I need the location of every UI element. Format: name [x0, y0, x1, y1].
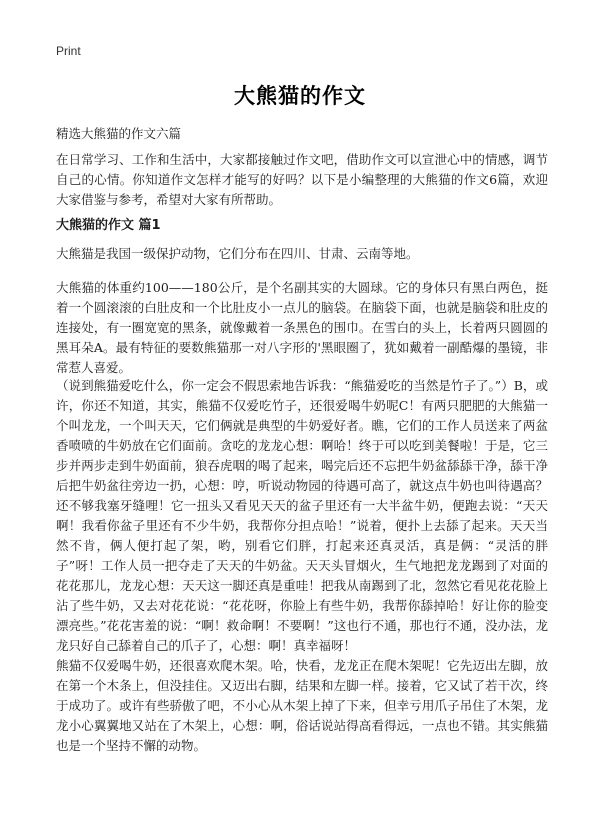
intro-paragraph: 在日常学习、工作和生活中，大家都接触过作文吧，借助作文可以宣泄心中的情感，调节自己的心情。你知道作文怎样才能写的好吗？以下是小编整理的大熊猫的作文6篇，欢迎大家借鉴与参考，希望对大家有所帮助。: [56, 152, 548, 207]
body-paragraph-3: （说到熊猫爱吃什么，你一定会不假思索地告诉我：“熊猫爱吃的当然是竹子了。”）B，或许，你还不知道，其实，熊猫不仅爱吃竹子，还很爱喝牛奶呢C！有两只肥肥的大熊猫一个叫龙龙，一个叫天天，它们俩就是典型的牛奶爱好者。瞧，它们的工作人员送来了两盆香喷喷的牛奶放在它们面前。贪吃的龙龙心想：啊哈！终于可以吃到美餐啦！于是，它三步并两步走到牛奶面前，狼吞虎咽的喝了起来，喝完后还不忘把牛奶盆舔舔干净，舔干净后把牛奶盆往旁边一扔，心想：哼，听说动物园的待遇可高了，就这点牛奶也叫待遇高？还不够我塞牙缝哩！它一扭头又看见天天的盆子里还有一大半盆牛奶，便跑去说：“天天啊！我看你盆子里还有不少牛奶，我帮你分担点哈！”说着，便扑上去舔了起来。天天当然不肯，俩人便打起了架，哟，别看它们胖，打起来还真灵活，真是俩：“灵活的胖子”呀！工作人员一把夺走了天天的牛奶盆。天天头冒烟火，生气地把龙龙踢到了对面的花花那儿，龙龙心想：天天这一脚还真是重哇！把我从南踢到了北，忽然它看见花花脸上沾了些牛奶，又去对花花说：“花花呀，你脸上有些牛奶，我帮你舔掉哈！好让你的脸变漂亮些。”花花害羞的说：“啊！救命啊！不要啊！”这也行不通，那也行不通，没办法，龙龙只好自己舔着自己的爪子了，心想：啊！真幸福呀！: [56, 378, 548, 653]
body-paragraph-1: 大熊猫是我国一级保护动物，它们分布在四川、甘肃、云南等地。: [56, 246, 419, 261]
page-title: 大熊猫的作文: [234, 84, 366, 108]
body-paragraph-4: 熊猫不仅爱喝牛奶，还很喜欢爬木架。哈，快看，龙龙正在爬木架呢！它先迈出左脚，放在第一个木条上，但没挂住。又迈出右脚，结果和左脚一样。接着，它又试了若干次，终于成功了。或许有些骄傲了吧，不小心从木架上掉了下来，但幸亏用爪子吊住了木架，龙龙小心翼翼地又站在了木架上，心想：啊，俗话说站得高看得远，一点也不错。其实熊猫也是一个坚持不懈的动物。: [56, 658, 548, 753]
print-link[interactable]: Print: [56, 44, 81, 58]
document-subtitle: 精选大熊猫的作文六篇: [56, 126, 182, 141]
section-heading: 大熊猫的作文 篇1: [56, 218, 161, 233]
body-paragraph-2: 大熊猫的体重约100——180公斤，是个名副其实的大圆球。它的身体只有黑白两色，挺着一个圆滚滚的白肚皮和一个比肚皮小一点儿的脑袋。在脑袋下面，也就是脑袋和肚皮的连接处，有一圈宽宽的黑条，就像戴着一条黑色的围巾。在雪白的头上，长着两只圆圆的黑耳朵A。最有特征的要数熊猫那一对八字形的'黑眼圈了，犹如戴着一副酷爆的墨镜，非常惹人喜爱。: [56, 280, 548, 375]
